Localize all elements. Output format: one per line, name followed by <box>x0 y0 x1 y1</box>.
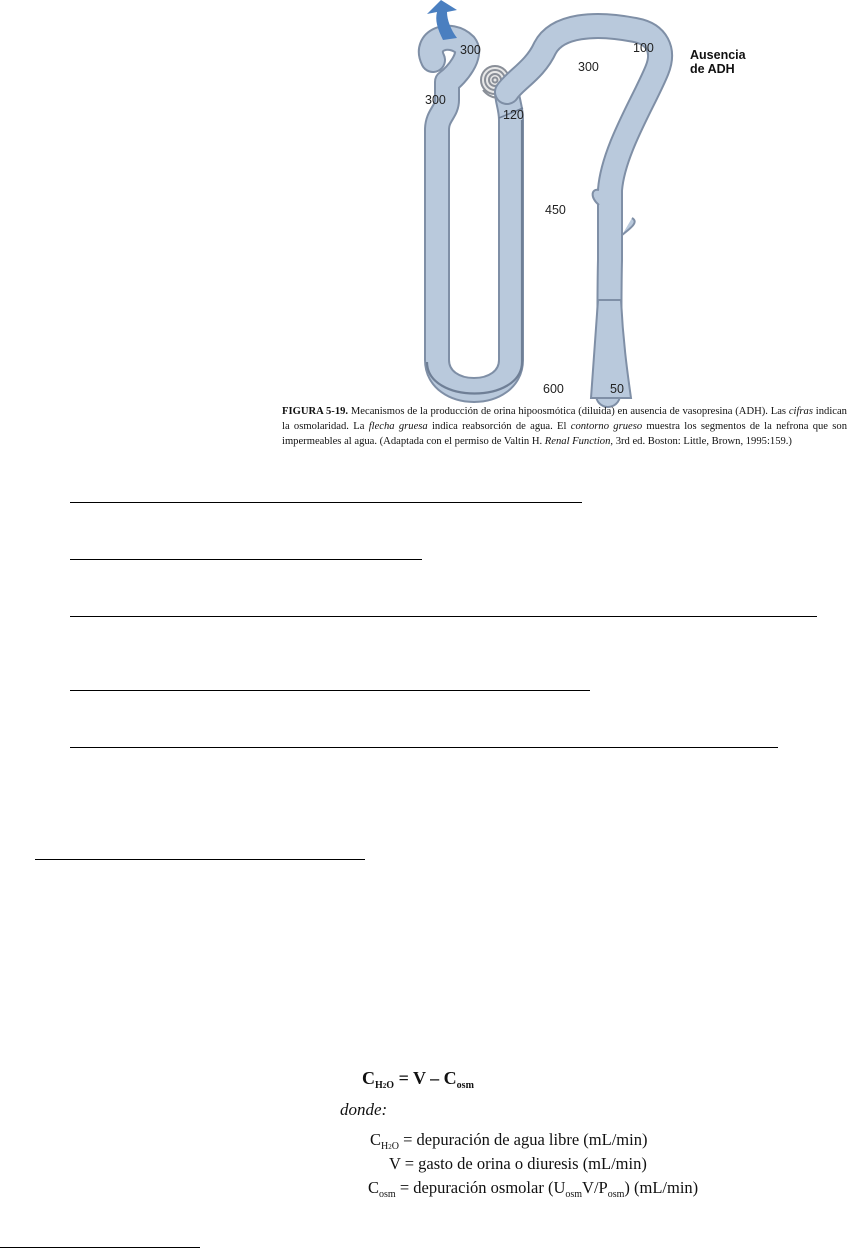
formula-main <box>362 1068 474 1089</box>
formula-sub: H <box>381 1141 389 1152</box>
formula-sub: H <box>375 1080 383 1091</box>
osm-value: 300 <box>425 93 446 107</box>
osm-value: 450 <box>545 203 566 217</box>
osm-value: 50 <box>610 382 624 396</box>
formula-sub: osm <box>607 1189 625 1200</box>
caption-text: indican la osmolaridad. La <box>282 406 847 432</box>
formula-donde: donde: <box>340 1100 388 1119</box>
blank-line <box>70 616 817 617</box>
blank-line <box>70 690 590 691</box>
formula-sub: O <box>386 1080 395 1091</box>
formula-sub: osm <box>565 1189 583 1200</box>
blank-line <box>70 747 778 748</box>
adh-label-line: Ausencia <box>690 48 746 62</box>
formula-definition-row <box>368 1178 698 1198</box>
formula-sub: osm <box>379 1189 396 1200</box>
formula-text: = depuración osmolar (U <box>395 1178 566 1197</box>
caption-italic: flecha gruesa <box>368 421 428 432</box>
osm-value: 100 <box>633 41 654 55</box>
formula-definition-row <box>370 1130 647 1150</box>
figure-number: FIGURA 5-19. <box>282 406 349 417</box>
osm-value: 300 <box>460 43 481 57</box>
blank-line <box>0 1247 200 1248</box>
caption-text: muestra los segmentos de la nefrona que son impermeables al agua. (Adaptada con el permiso de Valtin H. <box>282 421 847 447</box>
formula-sub: osm <box>456 1080 474 1091</box>
caption-italic: cifras <box>788 406 813 417</box>
blank-line <box>35 859 365 860</box>
formula-sub: 2 <box>388 1143 392 1151</box>
formula-symbol: V <box>389 1154 401 1173</box>
blank-line <box>70 559 422 560</box>
formula-text: ) (mL/min) <box>624 1178 699 1197</box>
osm-value: 300 <box>578 60 599 74</box>
caption-text: indica reabsorción de agua. El <box>427 421 571 432</box>
formula-symbol: C <box>370 1130 382 1149</box>
formula-symbol: C <box>368 1178 380 1197</box>
formula-text: = V – C <box>394 1068 457 1088</box>
nephron-figure <box>395 0 695 400</box>
formula-symbol: C <box>362 1068 375 1088</box>
adh-absence-label <box>690 48 746 76</box>
formula-text: = depuración de agua libre (mL/min) <box>398 1130 648 1149</box>
osm-value: 120 <box>503 108 524 122</box>
nephron-diagram <box>395 0 695 400</box>
formula-definition-row <box>389 1154 647 1174</box>
adh-label-line: de ADH <box>690 62 735 76</box>
formula-text: V/P <box>582 1178 608 1197</box>
formula-text: = gasto de orina o diuresis (mL/min) <box>400 1154 647 1173</box>
formula-sub: O <box>391 1141 399 1152</box>
osm-value: 600 <box>543 382 564 396</box>
caption-italic: contorno grueso <box>570 421 643 432</box>
caption-text: Mecanismos de la producción de orina hipoosmótica (diluida) en ausencia de vasopresina (ADH). Las <box>350 406 789 417</box>
formula-sub: 2 <box>382 1082 387 1090</box>
caption-italic: Renal Function <box>544 436 611 447</box>
blank-line <box>70 502 582 503</box>
caption-text: , 3rd ed. Boston: Little, Brown, 1995:159.) <box>610 436 792 447</box>
figure-caption <box>282 404 847 449</box>
